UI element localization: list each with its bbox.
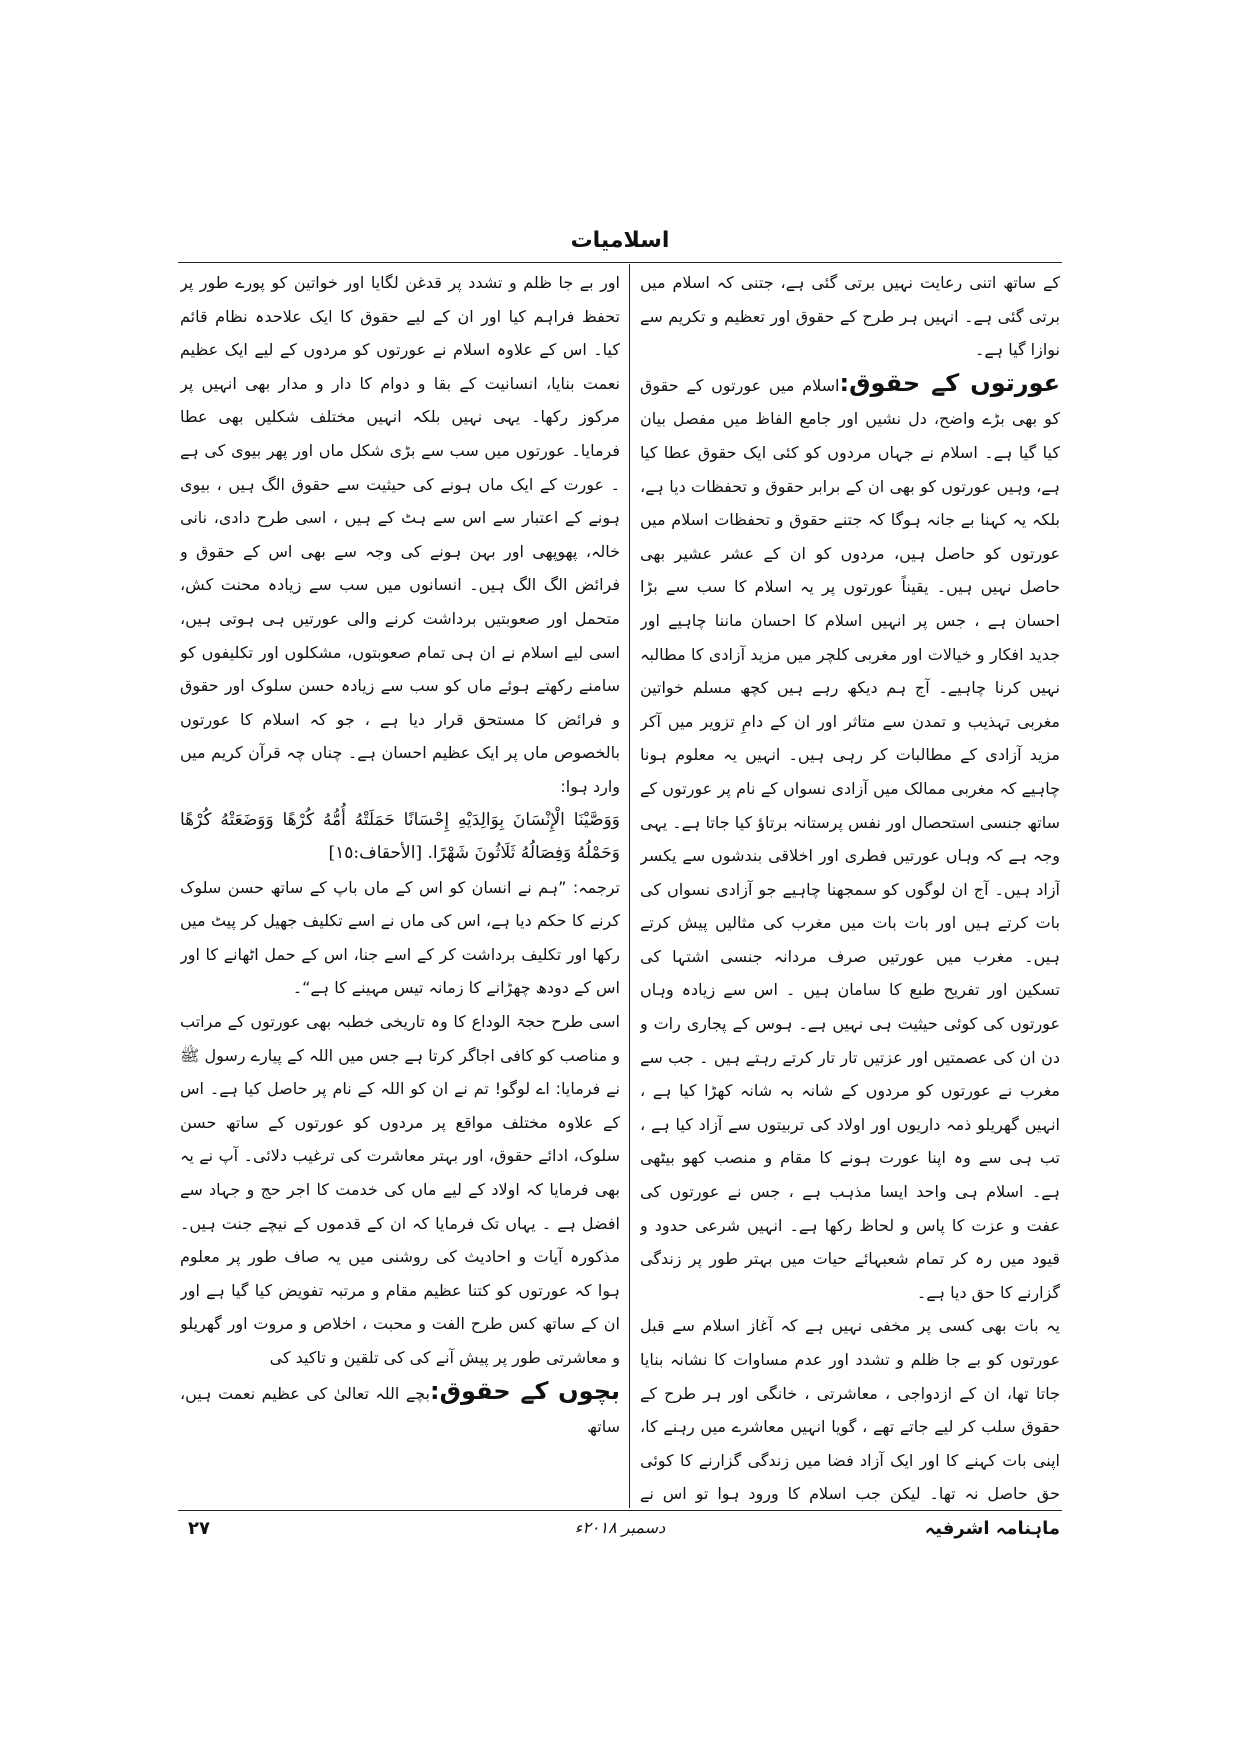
- column-divider: [629, 264, 630, 1508]
- header-rule: [178, 262, 1062, 263]
- right-paragraph-3: یہ بات بھی کسی پر مخفی نہیں ہے کہ آغاز اسلام سے قبل عورتوں کو بے جا ظلم و تشدد اور عدم مساوات کا نشانہ بنایا جاتا تھا، ان کے ازدواجی ، معاشرتی ، خانگی اور ہر طرح کے حقوق سلب کر لیے جاتے تھے ، گویا انہیں معاشرے میں رہنے کا، اپنی بات کہنے کا اور ایک آزاد فضا میں زندگی گزارنے کا کوئی حق حاصل نہ تھا۔ لیکن جب اسلام کا ورود ہوا تو اس نے: [640, 1316, 1060, 1504]
- right-paragraph-2: [640, 367, 1060, 1310]
- left-paragraph-translation: ترجمہ: ”ہم نے انسان کو اس کے ماں باپ کے ساتھ حسن سلوک کرنے کا حکم دیا ہے، اس کی ماں نے اسے تکلیف جھیل کر پیٹ میں رکھا اور تکلیف برداشت کر کے اسے جنا، اس کے حمل اٹھانے کا اور اس کے دودھ چھڑانے کا زمانہ تیس مہینے کا ہے“۔: [180, 877, 620, 998]
- footer-date: دسمبر ۲۰۱۸ء: [574, 1518, 666, 1537]
- section-heading-women-rights: عورتوں کے حقوق:: [839, 368, 1060, 397]
- quran-verse: وَوَصَّيْنَا الْإِنْسَانَ بِوَالِدَيْهِ إِحْسَانًا حَمَلَتْهُ أُمُّهُ كُرْهًا وَوَضَعَتْهُ كُرْهًا وَحَمْلُهُ وَفِصَالُهُ ثَلَاثُونَ شَهْرًا. [الأحقاف:١٥]: [180, 809, 620, 864]
- footer-journal-name: ماہنامہ اشرفیہ: [924, 1518, 1060, 1539]
- footer-rule: [178, 1510, 1062, 1511]
- page-number: ۲۷: [188, 1518, 210, 1539]
- left-paragraph-3: اسی طرح حجۃ الوداع کا وہ تاریخی خطبہ بھی عورتوں کے مراتب و مناصب کو کافی اجاگر کرتا ہے جس میں اللہ کے پیارے رسول ﷺ نے فرمایا: اے لوگو! تم نے ان کو اللہ کے نام پر حاصل کیا ہے۔ اس کے علاوہ مختلف مواقع پر مردوں کو عورتوں کے ساتھ حسن سلوک، ادائے حقوق، اور بہتر معاشرت کی ترغیب دلائی۔ آپ نے یہ بھی فرمایا کہ اولاد کے لیے ماں کی خدمت کا اجر حج و جہاد سے افضل ہے ۔ یہاں تک فرمایا کہ ان کے قدموں کے نیچے جنت ہیں۔ مذکورہ آیات و احادیث کی روشنی میں یہ صاف طور پر معلوم ہوا کہ عورتوں کو کتنا عظیم مقام و مرتبہ تفویض کیا گیا ہے اور ان کے ساتھ کس طرح الفت و محبت ، اخلاص و مروت اور گھریلو و معاشرتی طور پر پیش آنے کی کی تلقین و تاکید کی: [180, 1012, 620, 1367]
- right-paragraph-2-text: اسلام میں عورتوں کے حقوق کو بھی بڑے واضح، دل نشیں اور جامع الفاظ میں مفصل بیان کیا گیا ہے۔ اسلام نے جہاں مردوں کو کئی ایک حقوق عطا کیا ہے، وہیں عورتوں کو بھی ان کے برابر حقوق و تحفظات دیا ہے، بلکہ یہ کہنا بے جانہ ہوگا کہ جتنے حقوق و تحفظات اسلام میں عورتوں کو حاصل ہیں، مردوں کو ان کے عشر عشیر بھی حاصل نہیں ہیں۔ یقیناً عورتوں پر یہ اسلام کا سب سے بڑا احسان ہے ، جس پر انہیں اسلام کا احسان ماننا چاہیے اور جدید افکار و خیالات اور مغربی کلچر میں مزید آزادی کا مطالبہ نہیں کرنا چاہیے۔ آج ہم دیکھ رہے ہیں کچھ مسلم خواتین مغربی تہذیب و تمدن سے متاثر اور ان کے دامِ تزویر میں آکر مزید آزادی کے مطالبات کر رہی ہیں۔ انہیں یہ معلوم ہونا چاہیے کہ مغربی ممالک میں آزادی نسواں کے نام پر عورتوں کے ساتھ جنسی استحصال اور نفس پرستانہ برتاؤ کیا جاتا ہے۔ یہی وجہ ہے کہ وہاں عورتیں فطری اور اخلاقی بندشوں سے یکسر آزاد ہیں۔ آج ان لوگوں کو سمجھنا چاہیے جو آزادی نسواں کی بات کرتے ہیں اور بات بات میں مغرب کی مثالیں پیش کرتے ہیں۔ مغرب میں عورتیں صرف مردانہ جنسی اشتہا کی تسکین اور تفریح طبع کا سامان ہیں ۔ اس سے زیادہ وہاں عورتوں کی کوئی حیثیت ہی نہیں ہے۔ ہوس کے پجاری رات و دن ان کی عصمتیں اور عزتیں تار تار کرتے رہتے ہیں ۔ جب سے مغرب نے عورتوں کو مردوں کے شانہ بہ شانہ کھڑا کیا ہے ، انہیں گھریلو ذمہ داریوں اور اولاد کی تربیتوں سے آزاد کیا ہے ، تب ہی سے وہ اپنا عورت ہونے کا مقام و منصب کھو بیٹھی ہے۔ اسلام ہی واحد ایسا مذہب ہے ، جس نے عورتوں کی عفت و عزت کا پاس و لحاظ رکھا ہے۔ انہیں شرعی حدود و قیود میں رہ کر تمام شعبہائے حیات میں بہتر طور پر زندگی گزارنے کا حق دیا ہے۔: [640, 375, 1060, 1302]
- left-paragraph-4-text: بچے اللہ تعالیٰ کی عظیم نعمت ہیں، ساتھ: [180, 1383, 620, 1437]
- left-paragraph-4: [180, 1375, 620, 1444]
- right-column: [640, 266, 1060, 1506]
- left-paragraph-1: اور بے جا ظلم و تشدد پر قدغن لگایا اور خواتین کو پورے طور پر تحفظ فراہم کیا اور ان کے لیے حقوق کا ایک علاحدہ نظام قائم کیا۔ اس کے علاوہ اسلام نے عورتوں کو مردوں کے لیے ایک عظیم نعمت بنایا، انسانیت کے بقا و دوام کا دار و مدار بھی انہیں پر مرکوز رکھا۔ یہی نہیں بلکہ انہیں مختلف شکلیں بھی عطا فرمایا۔ عورتوں میں سب سے بڑی شکل ماں اور پھر بیوی کی ہے ۔ عورت کے ایک ماں ہونے کی حیثیت سے حقوق الگ ہیں ، بیوی ہونے کے اعتبار سے اس سے ہٹ کے ہیں ، اسی طرح دادی، نانی خالہ، پھوپھی اور بہن ہونے کی وجہ سے بھی اس کے حقوق و فرائض الگ الگ ہیں۔ انسانوں میں سب سے زیادہ محنت کش، متحمل اور صعوبتیں برداشت کرنے والی عورتیں ہی ہوتی ہیں، اسی لیے اسلام نے ان ہی تمام صعوبتوں، مشکلوں اور تکلیفوں کو سامنے رکھتے ہوئے ماں کو سب سے زیادہ حسن سلوک اور حقوق و فرائض کا مستحق قرار دیا ہے ، جو کہ اسلام کا عورتوں بالخصوص ماں پر ایک عظیم احسان ہے۔ چناں چہ قرآن کریم میں وارد ہوا:: [180, 273, 620, 796]
- section-heading-children-rights: بچوں کے حقوق:: [430, 1376, 620, 1405]
- right-paragraph-1: کے ساتھ اتنی رعایت نہیں برتی گئی ہے، جتنی کہ اسلام میں برتی گئی ہے۔ انہیں ہر طرح کے حقوق اور تعظیم و تکریم سے نوازا گیا ہے۔: [640, 273, 1060, 360]
- page-header: اسلامیات: [570, 228, 670, 253]
- left-column: [180, 266, 620, 1506]
